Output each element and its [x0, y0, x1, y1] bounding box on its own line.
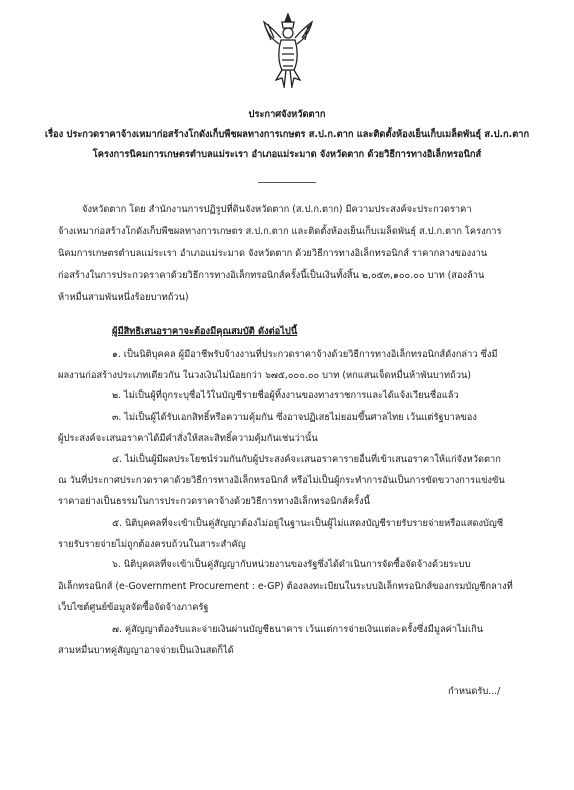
qualification-line: เว็บไซต์ศูนย์ข้อมูลจัดซื้อจัดจ้างภาครัฐ: [58, 602, 209, 613]
garuda-emblem-icon: [262, 10, 314, 90]
intro-line: จ้างเหมาก่อสร้างโกดังเก็บพืชผลทางการเกษตร ส.ป.ก.ตาก และติดตั้งห้องเย็นเก็บเมล็ดพันธุ์ ส.ป.ก.ตาก โครงการ: [58, 226, 502, 237]
qualification-line: ณ วันที่ประกาศประกวดราคาด้วยวิธีการทางอิเล็กทรอนิกส์ หรือไม่เป็นผู้กระทำการอันเป็นการขัดขวางการแข่งขัน: [58, 475, 505, 486]
announcement-title: ประกาศจังหวัดตาก: [248, 109, 326, 120]
qualification-line: อิเล็กทรอนิกส์ (e-Government Procurement : e-GP) ต้องลงทะเบียนในระบบอิเล็กทรอนิกส์ของกรมบัญชีกลางที่: [58, 581, 513, 592]
intro-line: จังหวัดตาก โดย สำนักงานการปฏิรูปที่ดินจังหวัดตาก (ส.ป.ก.ตาก) มีความประสงค์จะประกวดราคา: [82, 204, 472, 215]
qualification-line: สามหมื่นบาทคู่สัญญาอาจจ่ายเป็นเงินสดก็ได้: [58, 645, 234, 656]
intro-line: ห้าหมื่นสามพันหนึ่งร้อยบาทถ้วน): [58, 292, 189, 303]
qualification-line: ๗. คู่สัญญาต้องรับและจ่ายเงินผ่านบัญชีธนาคาร เว้นแต่การจ่ายเงินแต่ละครั้งซึ่งมีมูลค่าไม่เกิน: [112, 624, 484, 635]
subject-line-2: โครงการนิคมการเกษตรตำบลแม่ระเรา อำเภอแม่ระมาด จังหวัดตาก ด้วยวิธีการทางอิเล็กทรอนิกส์: [92, 149, 482, 160]
qualification-line: ๖. นิติบุคคลที่จะเข้าเป็นคู่สัญญากับหน่วยงานของรัฐซึ่งได้ดำเนินการจัดซื้อจัดจ้างด้วยระบบ: [112, 559, 471, 570]
qualification-line: ๑. เป็นนิติบุคคล ผู้มีอาชีพรับจ้างงานที่ประกวดราคาจ้างด้วยวิธีการทางอิเล็กทรอนิกส์ดังกล่าว ซึ่งมี: [112, 349, 498, 360]
qualification-line: ๒. ไม่เป็นผู้ที่ถูกระบุชื่อไว้ในบัญชีรายชื่อผู้ทิ้งงานของทางราชการและได้แจ้งเวียนชื่อแล้ว: [112, 390, 459, 401]
qualification-line: ผู้ประสงค์จะเสนอราคาได้มีคำสั่งให้สละสิทธิ์ความคุ้มกันเช่นว่านั้น: [58, 433, 318, 444]
qualification-line: ๔. ไม่เป็นผู้มีผลประโยชน์ร่วมกันกับผู้ประสงค์จะเสนอราคารายอื่นที่เข้าเสนอราคาให้แก่จังหวัดตาก: [112, 454, 501, 465]
intro-line: นิคมการเกษตรตำบลแม่ระเรา อำเภอแม่ระมาด จังหวัดตาก ด้วยวิธีการทางอิเล็กทรอนิกส์ ราคากลางของงาน: [58, 248, 488, 259]
divider: [258, 182, 316, 183]
intro-line: ก่อสร้างในการประกวดราคาด้วยวิธีการทางอิเล็กทรอนิกส์ครั้งนี้เป็นเงินทั้งสิ้น ๒,๐๕๓,๑๐๐.๐๐ บาท (สองล้าน: [58, 270, 485, 281]
subject-line-1: เรื่อง ประกวดราคาจ้างเหมาก่อสร้างโกดังเก็บพืชผลทางการเกษตร ส.ป.ก.ตาก และติดตั้งห้องเย็นเก็บเมล็ดพันธุ์ ส.ป.ก.ตาก: [44, 129, 530, 140]
qualification-line: ๕. นิติบุคคลที่จะเข้าเป็นคู่สัญญาต้องไม่อยู่ในฐานะเป็นผู้ไม่แสดงบัญชีรายรับรายจ่ายหรือแสดงบัญชี: [112, 518, 504, 529]
qualification-line: ผลงานก่อสร้างประเภทเดียวกัน ในวงเงินไม่น้อยกว่า ๖๗๕,๐๐๐.๐๐ บาท (หกแสนเจ็ดหมื่นห้าพันบาทถ้วน): [58, 370, 471, 381]
continuation-marker: กำหนดรับ.../: [448, 686, 501, 697]
qualifications-heading: ผู้มีสิทธิเสนอราคาจะต้องมีคุณสมบัติ ดังต่อไปนี้: [112, 326, 298, 337]
qualification-line: ราคาอย่างเป็นธรรมในการประกวดราคาจ้างด้วยวิธีการทางอิเล็กทรอนิกส์ครั้งนี้: [58, 496, 370, 507]
qualification-line: ๓. ไม่เป็นผู้ได้รับเอกสิทธิ์หรือความคุ้มกัน ซึ่งอาจปฏิเสธไม่ยอมขึ้นศาลไทย เว้นแต่รัฐบาลของ: [112, 412, 477, 423]
qualification-line: รายรับรายจ่ายไม่ถูกต้องครบถ้วนในสาระสำคัญ: [58, 539, 246, 550]
